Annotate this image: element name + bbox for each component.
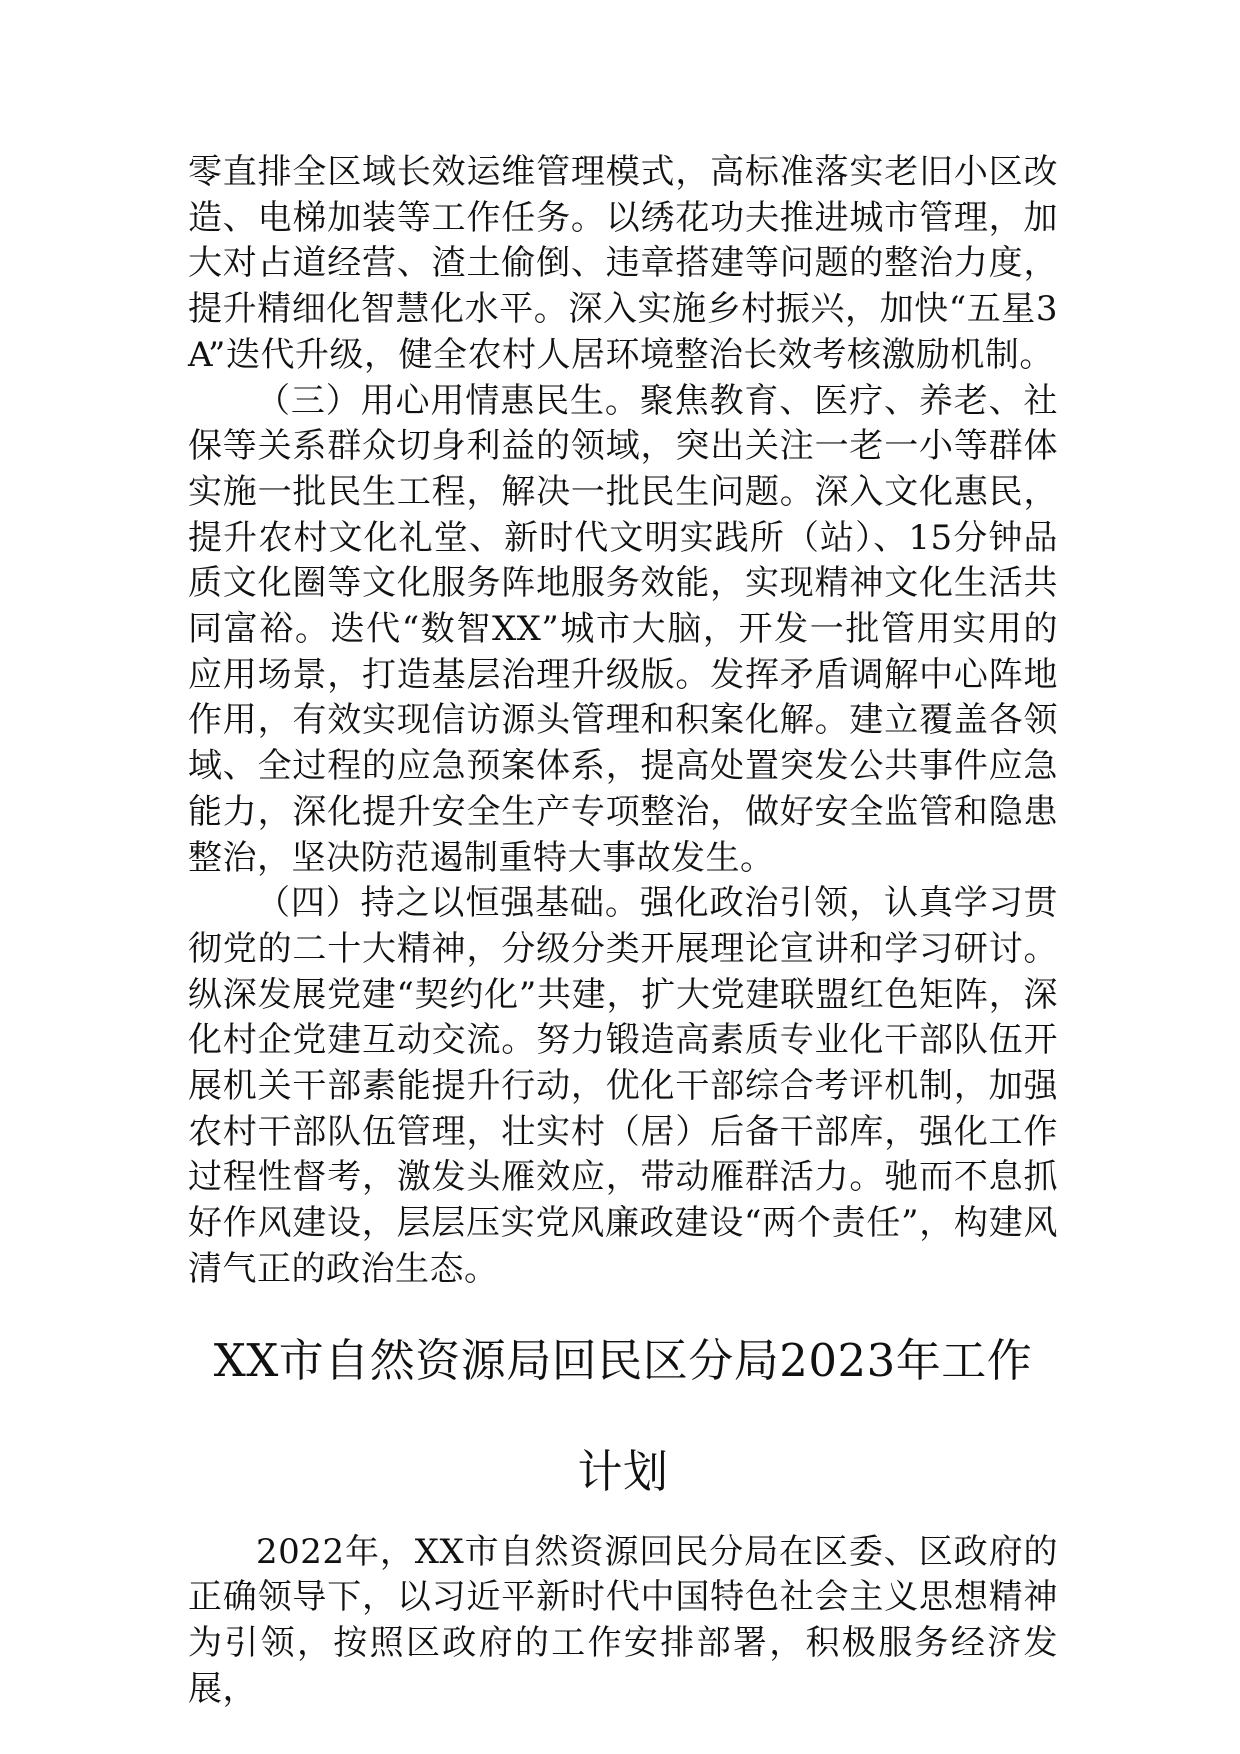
document-title-line-1: XX市自然资源局回民区分局2023年工作	[213, 1333, 1033, 1387]
paragraph-intro: 2022年，XX市自然资源回民分局在区委、区政府的正确领导下，以习近平新时代中国特色社会主义思想精神为引领，按照区政府的工作安排部署，积极服务经济发展，	[188, 1531, 1058, 1709]
paragraph-section-4: （四）持之以恒强基础。强化政治引领，认真学习贯彻党的二十大精神，分级分类开展理论宣讲和学习研讨。纵深发展党建“契约化”共建，扩大党建联盟红色矩阵，深化村企党建互动交流。努力锻造高素质专业化干部队伍开展机关干部素能提升行动，优化干部综合考评机制，加强农村干部队伍管理，壮实村（居）后备干部库，强化工作过程性督考，激发头雁效应，带动雁群活力。驰而不息抓好作风建设，层层压实党风廉政建设“两个责任”，构建风清气正的政治生态。	[188, 883, 1058, 1289]
document-title-line-2: 计划	[577, 1444, 669, 1498]
document-body	[188, 150, 1058, 1712]
paragraph-continued: 零直排全区域长效运维管理模式，高标准落实老旧小区改造、电梯加装等工作任务。以绣花功夫推进城市管理，加大对占道经营、渣土偷倒、违章搭建等问题的整治力度，提升精细化智慧化水平。深入实施乡村振兴，加快“五星3A”迭代升级，健全农村人居环境整治长效考核激励机制。	[188, 152, 1058, 375]
paragraph-section-3: （三）用心用情惠民生。聚焦教育、医疗、养老、社保等关系群众切身利益的领域，突出关注一老一小等群体实施一批民生工程，解决一批民生问题。深入文化惠民，提升农村文化礼堂、新时代文明实践所（站）、15分钟品质文化圈等文化服务阵地服务效能，实现精神文化生活共同富裕。迭代“数智XX”城市大脑，开发一批管用实用的应用场景，打造基层治理升级版。发挥矛盾调解中心阵地作用，有效实现信访源头管理和积案化解。建立覆盖各领域、全过程的应急预案体系，提高处置突发公共事件应急能力，深化提升安全生产专项整治，做好安全监管和隐患整治，坚决防范遏制重特大事故发生。	[188, 380, 1058, 878]
